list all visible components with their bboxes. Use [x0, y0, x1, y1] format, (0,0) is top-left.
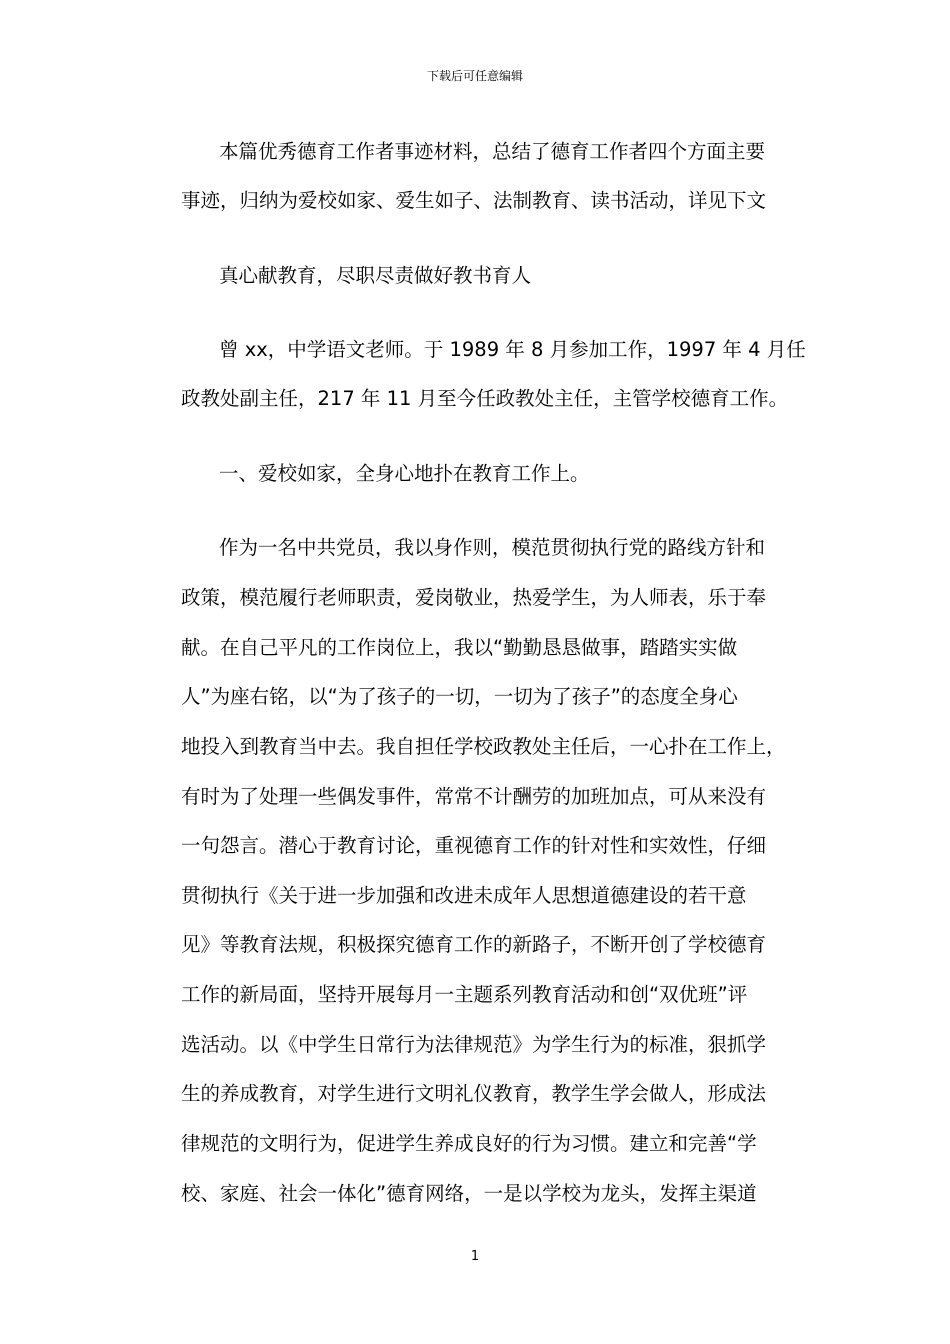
paragraph-line: 献。在自己平凡的工作岗位上，我以“勤勤恳恳做事，踏踏实实做	[181, 636, 738, 659]
paragraph-line: 贯彻执行《关于进一步加强和改进未成年人思想道德建设的若干意	[181, 884, 747, 907]
paragraph-line: 有时为了处理一些偶发事件，常常不计酬劳的加班加点，可从来没有	[181, 785, 767, 808]
page-number: 1	[470, 1249, 480, 1264]
paragraph-line: 工作的新局面，坚持开展每月一主题系列教育活动和创“双优班”评	[181, 983, 748, 1006]
paragraph-line: 一句怨言。潜心于教育讨论，重视德育工作的针对性和实效性，仔细	[181, 834, 767, 857]
paragraph-line: 政策，模范履行老师职责，爱岗敬业，热爱学生，为人师表，乐于奉	[181, 586, 767, 609]
page-header: 下载后可任意编辑	[426, 69, 523, 83]
paragraph-line: 选活动。以《中学生日常行为法律规范》为学生行为的标准，狠抓学	[181, 1033, 767, 1056]
section-heading: 一、爱校如家，全身心地扑在教育工作上。	[219, 462, 590, 485]
paragraph-line: 曾 xx，中学语文老师。于 1989 年 8 月参加工作，1997 年 4 月任	[219, 338, 806, 361]
section-title: 真心献教育，尽职尽责做好教书育人	[219, 264, 532, 287]
paragraph-line: 本篇优秀德育工作者事迹材料，总结了德育工作者四个方面主要	[219, 140, 766, 163]
paragraph-line: 人”为座右铭，以“为了孩子的一切，一切为了孩子”的态度全身心	[181, 685, 738, 708]
paragraph-line: 作为一名中共党员，我以身作则，模范贯彻执行党的路线方针和	[219, 536, 766, 559]
paragraph-line: 见》等教育法规，积极探究德育工作的新路子，不断开创了学校德育	[181, 933, 767, 956]
paragraph-line: 政教处副主任，217 年 11 月至今任政教处主任，主管学校德育工作。	[181, 387, 789, 410]
paragraph-line: 地投入到教育当中去。我自担任学校政教处主任后，一心扑在工作上，	[181, 735, 786, 758]
paragraph-line: 事迹，归纳为爱校如家、爱生如子、法制教育、读书活动，详见下文	[181, 189, 767, 212]
paragraph-line: 校、家庭、社会一体化”德育网络，一是以学校为龙头，发挥主渠道	[181, 1182, 757, 1205]
paragraph-line: 律规范的文明行为，促进学生养成良好的行为习惯。建立和完善“学	[181, 1132, 757, 1155]
paragraph-line: 生的养成教育，对学生进行文明礼仪教育，教学生学会做人，形成法	[181, 1082, 767, 1105]
